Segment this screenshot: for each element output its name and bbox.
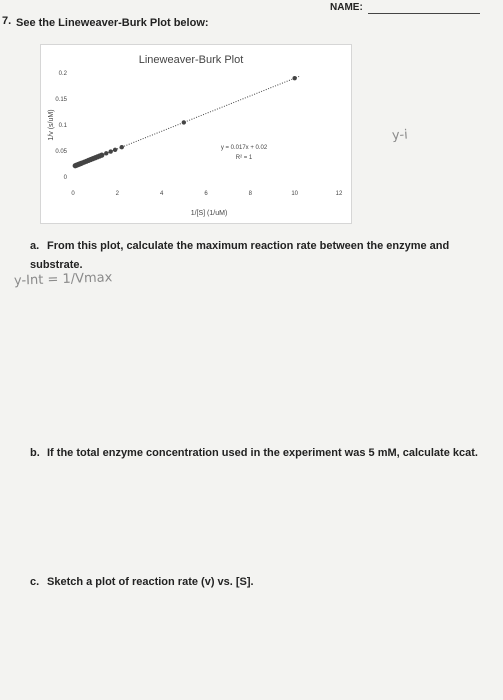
- y-tick-label: 0.1: [58, 123, 67, 129]
- question-b-text: If the total enzyme concentration used in the experiment was 5 mM, calculate kcat.: [47, 447, 478, 459]
- question-a-letter: a.: [30, 240, 40, 252]
- y-tick-label: 0.05: [55, 149, 67, 155]
- question-number: 7.: [2, 15, 12, 27]
- name-field-line[interactable]: [368, 13, 480, 14]
- data-point: [292, 76, 296, 80]
- question-b-letter: b.: [30, 447, 40, 459]
- data-point: [120, 145, 124, 149]
- question-c-letter: c.: [30, 576, 40, 588]
- name-label: NAME:: [330, 2, 363, 13]
- question-b: [30, 447, 478, 459]
- trendline-r2: R² = 1: [235, 155, 253, 161]
- x-tick-label: 8: [248, 191, 253, 197]
- chart-title: Lineweaver-Burk Plot: [138, 54, 244, 66]
- x-tick-label: 6: [204, 191, 208, 197]
- x-tick-label: 12: [335, 191, 343, 197]
- data-point: [104, 151, 108, 155]
- x-axis-label: 1/[S] (1/uM): [190, 210, 228, 217]
- x-tick-label: 0: [71, 191, 75, 197]
- question-c-text: Sketch a plot of reaction rate (v) vs. [S].: [47, 576, 254, 588]
- trendline-equation: y = 0.017x + 0.02: [220, 145, 268, 151]
- y-tick-label: 0.2: [58, 71, 67, 77]
- chart-svg: [41, 45, 351, 223]
- lineweaver-burk-chart: [40, 44, 352, 224]
- y-axis-label: 1/v (s/uM): [48, 109, 55, 141]
- intro-text: See the Lineweaver-Burk Plot below:: [16, 17, 209, 29]
- y-tick-label: 0: [63, 175, 67, 181]
- data-point: [99, 153, 104, 158]
- question-a-text: From this plot, calculate the maximum reaction rate between the enzyme and substrate.: [30, 240, 450, 271]
- handwritten-y-i: y-i: [391, 127, 409, 144]
- question-c: [30, 576, 254, 588]
- data-point: [108, 149, 112, 153]
- x-tick-label: 4: [159, 191, 164, 197]
- x-tick-label: 10: [291, 191, 299, 197]
- x-tick-label: 2: [115, 191, 120, 197]
- question-a: [30, 237, 490, 275]
- data-point: [113, 148, 117, 152]
- data-point: [182, 120, 186, 124]
- y-tick-label: 0.15: [55, 97, 67, 103]
- handwritten-yint-formula: y-Int = 1/Vmax: [13, 270, 113, 289]
